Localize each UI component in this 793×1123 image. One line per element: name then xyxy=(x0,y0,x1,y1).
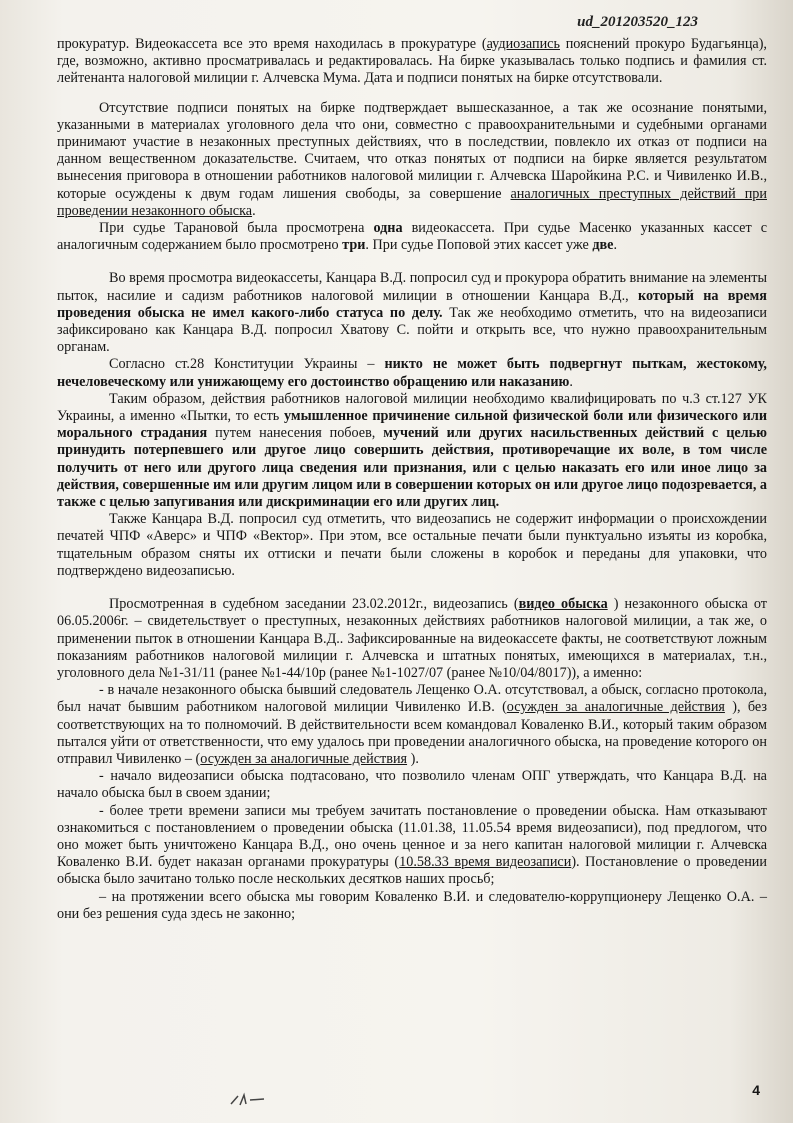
bold-underlined-text: видео обыска xyxy=(518,596,608,613)
paragraph-9 xyxy=(57,682,767,768)
bold-text: никто не может быть подвергнут пыткам, жестокому, нечеловеческому или унижающему его достоинство обращению или наказанию xyxy=(57,356,767,390)
document-body xyxy=(57,36,767,923)
text: ), без соответствующих на то полномочий. В действительности всем командовал Коваленко В.И., который таким образом пытался уйти от ответственности, что ему удалось при проведении аналогичного обыска, на проведение которого он отправил Чивиленко – ( xyxy=(57,699,767,767)
paragraph-5 xyxy=(57,356,767,390)
text: видеокассета. При судье Масенко указанных кассет с аналогичным содержанием было просмотрено xyxy=(57,220,767,254)
text: . xyxy=(569,373,573,390)
text: путем нанесения побоев, xyxy=(207,425,384,442)
text: . xyxy=(613,237,618,254)
underlined-text: осужден за аналогичные действия xyxy=(506,699,725,716)
page-number: 4 xyxy=(752,1082,760,1098)
paragraph-2 xyxy=(57,100,767,220)
bold-text: умышленное причинение сильной физической боли или физического или морального страдания xyxy=(57,408,767,442)
text: . При судье Поповой этих кассет уже xyxy=(365,237,593,254)
case-numbers: №1-31/11 (ранее №1-44/10р (ранее №1-1027/07 (ранее №10/04/8017)) xyxy=(158,664,577,681)
text: ). Постановление о проведении обыска было зачитано только после нескольких десятков наших просьб; xyxy=(57,854,767,888)
text: Согласно ст.28 Конституции Украины – xyxy=(109,356,385,373)
text: прокуратур. Видеокассета все это время находилась в прокуратуре ( xyxy=(57,36,487,52)
bold-text: две xyxy=(592,237,614,254)
paragraph-6 xyxy=(57,391,767,511)
paragraph-4 xyxy=(57,270,767,356)
text: . xyxy=(252,202,256,219)
underlined-text: 10.58.33 время видеозаписи xyxy=(399,854,572,871)
paragraph-11 xyxy=(57,803,767,889)
paragraph-8 xyxy=(57,596,767,682)
document-id: ud_201203520_123 xyxy=(577,14,698,30)
paragraph-7: Также Канцара В.Д. попросил суд отметить, что видеозапись не содержит информации о происхождении печатей ЧПФ «Аверс» и ЧПФ «Вектор». При этом, все остальные печати были пунктуально изъяты из коробка, тщательным образом сняты их оттиски и печати были сложены в коробок и переданы для упаковки, что подтверждено видеозаписью. xyxy=(57,511,767,579)
text: ) незаконного обыска от 06.05.2006г. – свидетельствует о преступных, незаконных действиях работников налоговой милиции, а так же, о применении пыток в отношении Канцара В.Д.. Зафиксированные на видеокассете факты, не соответствуют ложным показаниям работников налоговой милиции г. Алчевска и штатных понятых, имеющихся в материалах, т.н., уголовного дела xyxy=(57,596,767,681)
text: ). xyxy=(407,750,419,767)
handwritten-mark xyxy=(228,1090,268,1110)
text: Таким образом, действия работников налоговой милиции необходимо квалифицировать по ч.3 ст.127 УК Украины, а именно «Пытки, то есть xyxy=(57,390,767,425)
text: - более трети времени записи мы требуем зачитать постановление о проведении обыска. Нам отказывают ознакомиться с постановлением о проведении обыска (11.01.38, 11.05.54 время видеозаписи), под предлогом, что оно может быть уничтожено Канцара В.Д., оно очень ценное и за него капитан налоговой милиции г. Алчевска Коваленко В.И. будет наказан органами прокуратуры ( xyxy=(57,802,767,871)
bold-text: одна xyxy=(373,220,403,237)
paragraph-12: – на протяжении всего обыска мы говорим Коваленко В.И. и следователю-коррупционеру Лещенко О.А. – они без решения суда здесь не законно; xyxy=(57,888,767,922)
text: Во время просмотра видеокассеты, Канцара В.Д. попросил суд и прокурора обратить внимание на элементы пыток, насилие и садизм работников налоговой милиции в отношении Канцара В.Д., xyxy=(57,270,767,304)
text: , а именно: xyxy=(576,664,643,681)
bold-text: мучений или других насильственных действий с целью принудить потерпевшего или другое лицо совершить действия, противоречащие их воле, в том числе получить от него или другого лица сведения или признания, или с целью наказать его или иное лицо за действия, совершенные им или другим лицом или в совершении которых он или другое лицо подозревается, а также с целью запугивания или дискриминации его или других лиц. xyxy=(57,425,768,511)
text: При судье Тарановой была просмотрена xyxy=(99,220,374,237)
text: Отсутствие подписи понятых на бирке подтверждает вышесказанное, а так же осознание понятыми, указанными в материалах уголовного дела что они, совместно с правоохранительными и судебными органами принимают участие в незаконных преступных действиях, что в последствии, повлекло их отказ от подписи на данном вещественном доказательстве. Считаем, что отказ понятых от подписи на бирке является результатом вынесения приговора в отношении работников налоговой милиции г. Алчевска Шаройкина Р.С. и Чивиленко И.В., которые осуждены к двум годам лишения свободы, за совершение xyxy=(57,99,767,202)
bold-text: который на время проведения обыска не имел какого-либо статуса по делу. xyxy=(57,287,767,321)
text: Просмотренная в судебном заседании 23.02.2012г., видеозапись ( xyxy=(109,596,519,613)
text: Так же необходимо отметить, что на видеозаписи зафиксировано как Канцара В.Д. попросил Хватову С. пойти и открыть все, что нужно правоохранительным органам. xyxy=(57,304,767,356)
bold-text: три xyxy=(342,237,366,254)
text: - в начале незаконного обыска бывший следователь Лещенко О.А. отсутствовал, а обыск, согласно протокола, был начат бывшим работником налоговой милиции Чивиленко И.В. ( xyxy=(57,682,767,716)
underlined-text: осужден за аналогичные действия xyxy=(200,750,408,767)
paragraph-3 xyxy=(57,220,767,254)
text: пояснений прокуро Будагьянца), где, возможно, активно просматривалась и редактировалась. На бирке указывалась только подпись и фамилия ст. лейтенанта налоговой милиции г. Алчевска Мума. Дата и подписи понятых на бирке отсутствовали. xyxy=(57,36,767,87)
paragraph-10: - начало видеозаписи обыска подтасовано, что позволило членам ОПГ утверждать, что Канцара В.Д. на начало обыска был в своем здании; xyxy=(57,768,767,802)
underlined-text: аналогичных преступных действий при проведении незаконного обыска xyxy=(57,185,767,219)
paragraph-1 xyxy=(57,36,767,88)
underlined-text: аудиозапись xyxy=(486,36,560,52)
